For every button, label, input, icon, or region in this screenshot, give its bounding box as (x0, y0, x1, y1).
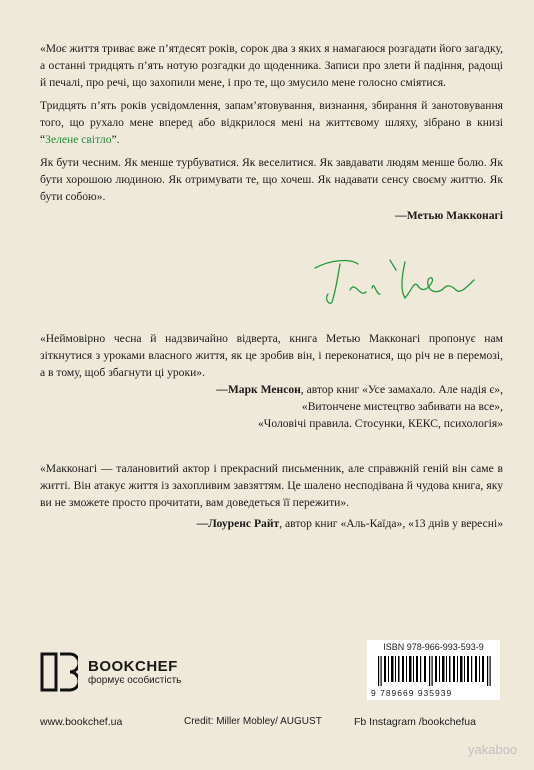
quote2-line3: «Чоловічі правила. Стосунки, КЕКС, психологія» (258, 417, 503, 430)
yakaboo-watermark: yakaboo (468, 742, 518, 757)
social-handles: Fb Instagram /bookchefua (354, 716, 476, 728)
quote1-paragraph-2 (40, 97, 503, 148)
isbn-label: ISBN 978-966-993-593-9 (383, 642, 484, 652)
quote3-text: «Макконагі — талановитий актор і прекрасний письменник, але справжній геній він саме в житті. Він атакує життя із захопливим завзяттям. Це шалено несподівана й чудова книга, яку ви не зможете просто прочитати, вам доведеться її пережити». (40, 462, 503, 509)
barcode-digits: 9 789669 935939 (371, 688, 453, 698)
quote1-p2-start: Тридцять п’ять років усвідомлення, запам’ятовування, визнання, збирання й занотовування того, що рухало мене вперед або відкрилося мені на життєвому шляху, зібрано в книзі “ (40, 99, 503, 146)
quote3-attribution (40, 515, 503, 532)
website-link[interactable]: www.bookchef.ua (40, 716, 123, 728)
publisher-name: BOOKCHEF (88, 658, 178, 675)
quote1-author: —Метью Макконагі (395, 209, 503, 222)
publisher-tagline: формує особистість (88, 675, 182, 686)
quote-wright (40, 460, 503, 532)
quote1-p2-end: ”. (111, 133, 120, 146)
quote3-author: —Лоуренс Райт (196, 517, 280, 530)
book-title-green: Зелене світло (45, 133, 112, 146)
bookchef-logo (40, 652, 181, 692)
signature-image (310, 250, 480, 310)
quote1-paragraph-1: «Моє життя триває вже п’ятдесят років, сорок два з яких я намагаюся розгадати його загадку, а останні тридцять п’ять нотую розгадки до щоденника. Записи про злети й падіння, радощі й печалі, про речі, що захопили мене, і про те, що змусило мене голосно сміятися. (40, 42, 503, 89)
quote-mcconaughey (40, 40, 503, 224)
quote3-author-books: , автор книг «Аль-Каїда», «13 днів у вересні» (279, 517, 503, 530)
quote1-paragraph-3: Як бути чесним. Як менше турбуватися. Як веселитися. Як завдавати людям менше болю. Як бути хорошою людиною. Як отримувати те, що хочеш. Як надавати сенсу своєму життю. Як бути собою». (40, 156, 503, 203)
quote2-author-books: , автор книг «Усе замахало. Але надія є», (300, 383, 503, 396)
bookchef-logo-icon (40, 652, 78, 692)
barcode-image (376, 656, 494, 686)
quote2-author: —Марк Менсон (216, 383, 301, 396)
isbn-barcode (367, 640, 500, 700)
quote2-line2: «Витончене мистецтво забивати на все», (301, 400, 503, 413)
quote-manson (40, 330, 503, 432)
quote2-attribution (40, 381, 503, 398)
photo-credit: Credit: Miller Mobley/ AUGUST (184, 716, 322, 727)
quote2-text: «Неймовірно чесна й надзвичайно відверта, книга Метью Макконагі пропонує нам зіткнутися з уроками власного життя, як це зробив він, і переконатися, що річ не в перемозі, а в тому, щоб збагнути ці уроки». (40, 332, 503, 379)
